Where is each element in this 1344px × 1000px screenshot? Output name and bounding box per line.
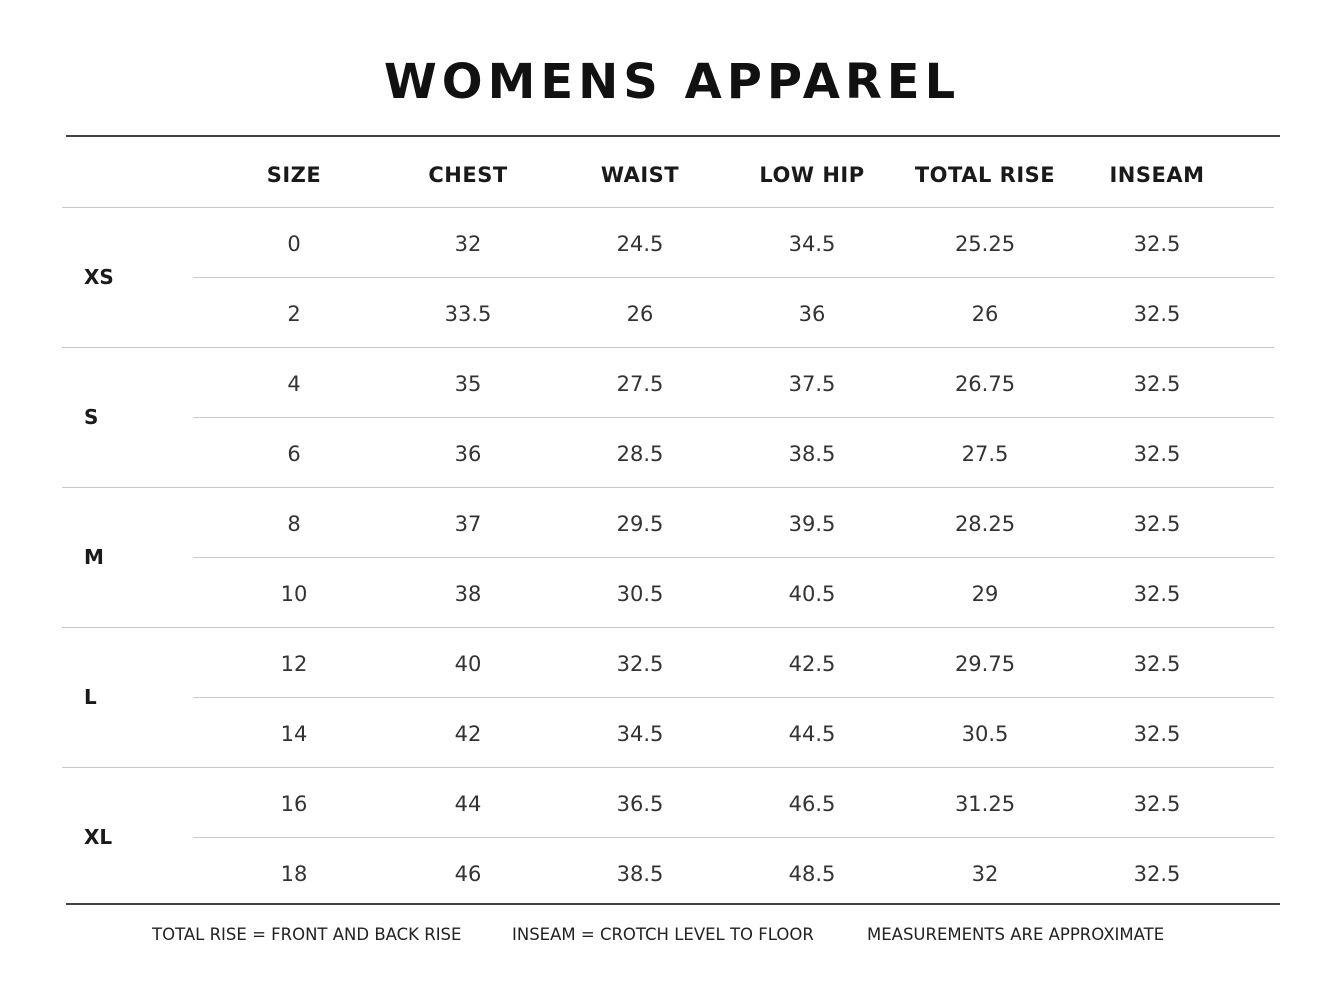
size-group-label: XL: [84, 825, 113, 849]
header-divider: [62, 207, 1274, 208]
row-divider: [193, 837, 1274, 838]
row-divider: [193, 417, 1274, 418]
column-header-size: SIZE: [266, 163, 322, 187]
column-header-low-hip: LOW HIP: [759, 163, 865, 187]
cell-size: 10: [280, 582, 308, 606]
cell-inseam: 32.5: [1133, 442, 1181, 466]
cell-inseam: 32.5: [1133, 722, 1181, 746]
cell-chest: 32: [454, 232, 482, 256]
cell-waist: 38.5: [616, 862, 664, 886]
cell-size: 12: [280, 652, 308, 676]
cell-waist: 26: [626, 302, 654, 326]
cell-chest: 40: [454, 652, 482, 676]
cell-waist: 28.5: [616, 442, 664, 466]
cell-inseam: 32.5: [1133, 512, 1181, 536]
cell-waist: 34.5: [616, 722, 664, 746]
group-divider: [62, 767, 1274, 768]
group-divider: [62, 487, 1274, 488]
cell-inseam: 32.5: [1133, 582, 1181, 606]
column-header-chest: CHEST: [428, 163, 508, 187]
cell-total-rise: 32: [971, 862, 999, 886]
cell-inseam: 32.5: [1133, 862, 1181, 886]
cell-size: 2: [287, 302, 301, 326]
cell-low-hip: 40.5: [788, 582, 836, 606]
size-group-label: L: [84, 685, 97, 709]
size-group-label: S: [84, 405, 99, 429]
cell-low-hip: 46.5: [788, 792, 836, 816]
cell-chest: 36: [454, 442, 482, 466]
cell-chest: 35: [454, 372, 482, 396]
cell-waist: 32.5: [616, 652, 664, 676]
cell-low-hip: 39.5: [788, 512, 836, 536]
row-divider: [193, 697, 1274, 698]
row-divider: [193, 557, 1274, 558]
cell-chest: 44: [454, 792, 482, 816]
cell-total-rise: 25.25: [954, 232, 1016, 256]
cell-total-rise: 30.5: [961, 722, 1009, 746]
cell-total-rise: 28.25: [954, 512, 1016, 536]
cell-chest: 46: [454, 862, 482, 886]
cell-total-rise: 31.25: [954, 792, 1016, 816]
cell-waist: 24.5: [616, 232, 664, 256]
table-top-rule: [66, 135, 1280, 137]
cell-waist: 30.5: [616, 582, 664, 606]
cell-waist: 29.5: [616, 512, 664, 536]
cell-chest: 38: [454, 582, 482, 606]
cell-total-rise: 29: [971, 582, 999, 606]
cell-size: 0: [287, 232, 301, 256]
footnote-inseam: INSEAM = CROTCH LEVEL TO FLOOR: [512, 925, 814, 944]
cell-low-hip: 37.5: [788, 372, 836, 396]
cell-inseam: 32.5: [1133, 232, 1181, 256]
cell-waist: 27.5: [616, 372, 664, 396]
cell-total-rise: 26: [971, 302, 999, 326]
cell-size: 6: [287, 442, 301, 466]
cell-inseam: 32.5: [1133, 792, 1181, 816]
table-bottom-rule: [66, 903, 1280, 905]
cell-inseam: 32.5: [1133, 302, 1181, 326]
column-header-inseam: INSEAM: [1109, 163, 1205, 187]
cell-size: 4: [287, 372, 301, 396]
cell-chest: 33.5: [444, 302, 492, 326]
row-divider: [193, 277, 1274, 278]
cell-size: 16: [280, 792, 308, 816]
cell-total-rise: 26.75: [954, 372, 1016, 396]
cell-low-hip: 44.5: [788, 722, 836, 746]
cell-low-hip: 36: [798, 302, 826, 326]
cell-low-hip: 38.5: [788, 442, 836, 466]
group-divider: [62, 347, 1274, 348]
cell-total-rise: 29.75: [954, 652, 1016, 676]
column-header-total-rise: TOTAL RISE: [914, 163, 1056, 187]
cell-chest: 42: [454, 722, 482, 746]
footnote-total-rise: TOTAL RISE = FRONT AND BACK RISE: [152, 925, 462, 944]
cell-low-hip: 42.5: [788, 652, 836, 676]
footnote-approximate: MEASUREMENTS ARE APPROXIMATE: [867, 925, 1165, 944]
cell-size: 18: [280, 862, 308, 886]
cell-waist: 36.5: [616, 792, 664, 816]
column-header-waist: WAIST: [600, 163, 680, 187]
cell-size: 8: [287, 512, 301, 536]
cell-low-hip: 34.5: [788, 232, 836, 256]
cell-low-hip: 48.5: [788, 862, 836, 886]
cell-inseam: 32.5: [1133, 372, 1181, 396]
group-divider: [62, 627, 1274, 628]
size-group-label: M: [84, 545, 104, 569]
cell-size: 14: [280, 722, 308, 746]
cell-chest: 37: [454, 512, 482, 536]
size-group-label: XS: [84, 265, 114, 289]
cell-total-rise: 27.5: [961, 442, 1009, 466]
page-title: WOMENS APPAREL: [383, 54, 961, 110]
cell-inseam: 32.5: [1133, 652, 1181, 676]
